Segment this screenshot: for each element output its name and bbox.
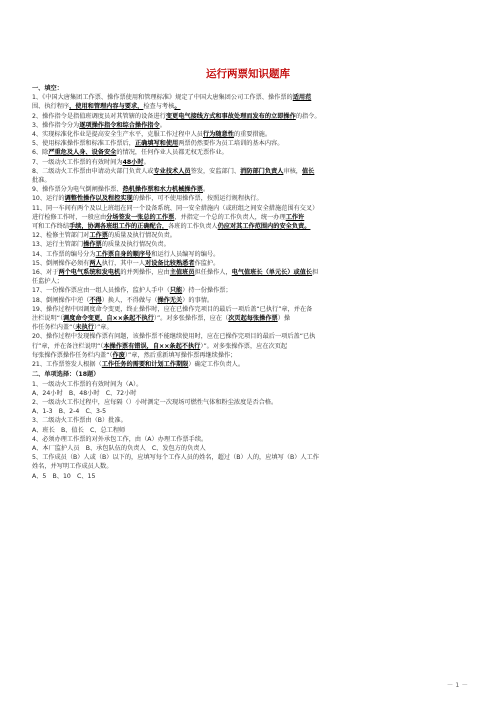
question-text: 行”章，并在备注栏说明“（ [32,342,104,350]
answer-text: 分场签发一张总的工作票 [106,213,175,221]
choice-line: 1、一级动火工作票的有效时间为（A）。 [32,380,143,388]
fill-line [32,213,472,222]
answer-text: 电气值班长（单元长）或值长 [231,269,313,277]
question-text: 14、工作票的编号分为 [32,250,96,258]
fill-line [32,250,472,259]
answer-text: 操作无关 [157,296,183,304]
choice-line: 2、一级动火工作过程中，应每隔（）小时测定一次现场可燃性气体和粉尘浓度是否合格。 [32,398,278,406]
question-text: 签发，安监部门、 [190,167,241,175]
question-text: 批准。 [32,177,51,185]
answer-text: 严重危及人身、设备安全 [48,149,117,157]
fill-line [32,259,472,268]
question-text: 6、除 [32,149,49,157]
question-text: ）确定工作负责人。 [188,361,245,369]
answer-text: 工作票 [89,232,108,240]
question-text: 各班的工作负责人 [168,223,218,231]
question-text: 检查与考核 [143,103,175,111]
question-text: ，并指定一个总的工作负责人，统一办理 [174,213,286,221]
question-text: 的情况，任何作业人员都无权无票作业。 [116,149,228,157]
answer-text: 未执行 [75,324,94,332]
choice-line: A、24小时 B、48小时 C、72小时 [32,389,137,397]
question-text: 16、对于 [32,269,59,277]
question-text: 17、一份操作票应由一组人员操作，监护人手中（ [32,287,170,295]
question-text: 11、同一车间有两个及以上班组在同一个设备系统、同一安全措施内（或班组之间安全措施范围有交叉） [32,204,319,212]
question-text: 任监护人； [32,278,63,286]
question-text: 进行检修工作时，一般应由 [32,213,107,221]
answer-text: 行为随意性 [203,131,234,139]
question-text: 13、运行主管部门 [32,241,84,249]
question-text: 作监护。 [194,259,220,267]
question-text: ）”。对多张操作票，应在（ [153,315,229,323]
answer-text: 消防部门负责人 [240,167,284,175]
question-text: 4、实现标准化作业是提高安全生产水平，克服工作过程中人员 [32,131,203,139]
answer-text: 工作票自身的顺序号 [95,250,152,258]
answer-text: 逐项操作指令和综合操作指令 [79,121,160,129]
fill-in-list [32,93,472,369]
question-text: 1、《中国大唐集团工作票、操作票使用和管理标准》规定了中国大唐集团公司工作票、操作票的 [32,94,293,102]
question-text: 的重要措施。 [233,131,272,139]
question-text: 的质量及执行情况负责。 [107,232,176,240]
fill-line [32,176,472,185]
answer-text: 本操作票有错误，自××条起不执行 [103,342,201,350]
question-text: 的操作，可不使用操作票，按照运行规程执行。 [132,195,263,203]
question-text: 。 [159,121,166,129]
choice-line: 5、工作成员（B）人或（B）以下的，应填写每个工作人员的姓名，超过（B）人的，应填写（B）人工作 [32,454,319,462]
section-heading-choice: 二、单项选择：（18题） [32,371,100,379]
question-text: 可和工作终结 [32,223,70,231]
answer-text: 值长 [302,167,315,175]
fill-line [32,112,472,121]
question-text: ）换人，不得做与（ [101,296,158,304]
fill-line [32,286,472,295]
question-text: ）操 [277,315,291,323]
question-text: 18、倒闸操作中逆（ [32,296,90,304]
answer-text: 不得 [89,296,102,304]
question-text: ）持一份操作票； [182,287,232,295]
fill-line [32,305,472,314]
question-text: 围、执行程序 [32,103,70,111]
question-text: 的质量及执行情况负责。 [101,241,170,249]
question-text: 执行，其中一人 [101,259,146,267]
fill-line [32,121,472,130]
answer-text: 手续，协调各班组工作的正确配合， [69,223,169,231]
fill-line [32,231,472,240]
choice-line: A、1-3 B、2-4 C、3-5 [32,408,107,416]
choice-line: 3、二级动火工作票由（B）批准。 [32,417,127,425]
answer-text: 适用范 [292,94,312,102]
answer-text: ，使用和管理内容与要求， [69,103,144,111]
answer-text: 工作许 [285,213,305,221]
answer-text: 作废 [112,351,125,359]
question-text: ）”。对多张操作票，应在次页起 [200,342,288,350]
choice-line: A、5 B、10 C、15 [32,472,96,480]
fill-line [32,139,472,148]
fill-line [32,222,472,231]
fill-line [32,323,472,332]
fill-line [32,158,472,167]
question-text: 的指令。 [295,112,321,120]
question-text: 15、倒闸操作必须有 [32,259,90,267]
question-text: 2、操作指令是指值班调度员对其管辖的设备进行 [32,112,166,120]
fill-line [32,102,472,111]
question-text: 12、检修主管部门对 [32,232,90,240]
fill-line [32,360,472,369]
choice-line: 姓名，并写明工作成员人数。 [32,463,113,471]
fill-line [32,93,472,102]
question-text: 21、工作票签发人根据（ [32,361,102,369]
fill-line [32,240,472,249]
question-text: 和运行人员编写的编号。 [151,250,220,258]
question-text: 9、操作票分为电气倒闸操作票、 [32,186,123,194]
question-text: 19、操作过程中因调度命令变更，终止操作时，应在已操作完项目的最后一项后盖“已执行”章，并在备 [32,305,313,313]
answer-text: 对设备比较熟悉者 [145,259,195,267]
question-text: 20、操作过程中发现操作票有问题，该操作票不能继续使用时，应在已操作完项目的最后一项后盖“已执 [32,333,316,341]
question-text: 担 [312,269,319,277]
question-text: 10、运行的 [32,195,65,203]
question-text: 注栏说明“（ [32,315,64,323]
document-body [32,84,472,481]
fill-line [32,351,472,360]
fill-line [32,148,472,157]
section-heading-fill: 一、填空： [32,85,63,92]
question-text: 5、使用标准操作票和标准工作票后， [32,140,135,148]
answer-text: 只能 [169,287,183,295]
question-text: 担任操作人， [194,269,232,277]
answer-text: 48小时 [122,158,144,166]
choice-line: A、班长 B、值长 C、总工程师 [32,426,126,434]
question-text: ）”章。 [93,324,113,332]
answer-text: 正确填写和使用 [134,140,179,148]
answer-text: 操作票 [83,241,102,249]
question-text: ）”章，然后重新填写操作票再继续操作； [124,351,237,359]
answer-text: 调度命令变更，自××条起不执行 [63,315,154,323]
fill-line [32,130,472,139]
fill-line [32,167,472,176]
question-text: 两票仍然要作为员工培训的基本内容。 [178,140,284,148]
answer-text: 两人 [89,259,102,267]
answer-text: 。 [174,103,181,111]
choice-list [32,380,472,481]
fill-line [32,296,472,305]
fill-line [32,194,472,203]
question-text: 3、操作指令分为 [32,121,80,129]
question-text: 。 [203,186,210,194]
fill-line [32,314,472,323]
question-text: 审核， [283,167,302,175]
fill-line [32,268,472,277]
answer-text: 热机操作票和水力机械操作票 [122,186,203,194]
fill-line [32,277,472,286]
question-text: 8、二级动火工作票由申请动火部门负责人或 [32,167,154,175]
fill-line [32,332,472,341]
fill-line [32,204,472,213]
document-title: 运行两票知识题库 [206,68,290,80]
answer-text: 两个电气系统和发电机 [58,269,121,277]
answer-text: 调整性操作以及程控实现 [64,195,133,203]
question-text: ）的事情。 [182,296,214,304]
answer-text: 工作任务的需要和计划工作期限 [101,361,189,369]
fill-line [32,342,472,351]
question-text: 作任务栏内盖“（ [32,324,76,332]
answer-text: 次页起每张操作票 [228,315,278,323]
question-text: 。 [143,158,150,166]
answer-text: 仍应对其工作范围内的安全负责。 [217,223,311,231]
choice-line: 4、必须办理工作票的对外承包工作，由（A）办理工作票手续。 [32,435,208,443]
page-number: － 1 － [446,681,468,689]
choice-line: A、本厂监护人员 B、承包队伍的负责人 C、发包方的负责人 [32,444,206,452]
question-text: 7、一级动火工作票的有效时间为 [32,158,123,166]
question-text: 每张操作票操作任务栏内盖“（ [32,351,113,359]
answer-text: 主值班员 [169,269,195,277]
question-text: 的并列操作，应由 [120,269,170,277]
answer-text: 专业技术人员 [153,167,191,175]
fill-line [32,185,472,194]
answer-text: 变更电气接线方式和事故处理而发布的立即操作 [165,112,296,120]
